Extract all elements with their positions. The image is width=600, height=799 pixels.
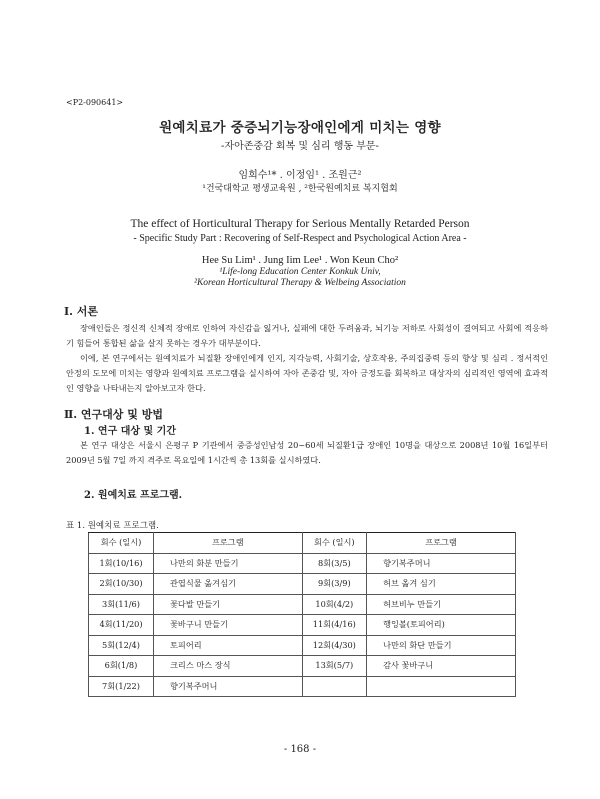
program-cell: 향기복주머니 (367, 553, 516, 574)
subsection-heading-program: 2. 원예치료 프로그램. (84, 490, 183, 501)
program-cell: 향기복주머니 (154, 676, 303, 697)
affiliation-english-2: ²Korean Horticultural Therapy & Welbeing Association (194, 278, 406, 288)
program-cell: 나만의 화분 만들기 (154, 553, 303, 574)
program-cell (367, 676, 516, 697)
authors-korean: 임희수¹* . 이정임¹ . 조원근² (238, 170, 362, 181)
header-program-2: 프로그램 (367, 533, 516, 554)
page-number: - 168 - (283, 744, 317, 755)
session-cell: 5회(12/4) (89, 635, 154, 656)
header-program-1: 프로그램 (154, 533, 303, 554)
program-cell: 크리스 마스 장식 (154, 656, 303, 677)
program-cell: 꽃다발 만들기 (154, 594, 303, 615)
affiliation-korean: ¹건국대학교 평생교육원 , ²한국원예치료 복지협회 (202, 184, 398, 194)
paper-subtitle: -자아존중감 회복 및 심리 행동 부문- (221, 141, 379, 152)
intro-paragraph-2: 이에, 본 연구에서는 원예치료가 뇌질환 장애인에게 인지, 지각능력, 사회기술, 상호작용, 주의집중력 등의 향상 및 심리 . 정서적인 안정의 도모에 미치는 영향과 원예치료 프로그램을 실시하여 자아 존중감 및, 자아 긍정도를 회복하고 대상자의 심리적인 영역에 효과적인 영향을 나타내는지 알아보고자 한다. (66, 353, 548, 394)
session-cell (302, 676, 366, 697)
program-table (88, 532, 516, 697)
program-cell: 관엽식물 옮겨심기 (154, 574, 303, 595)
table-header-row (89, 533, 516, 554)
table-row (89, 594, 516, 615)
program-cell: 나만의 화단 만들기 (367, 635, 516, 656)
table-row (89, 656, 516, 677)
session-cell: 13회(5/7) (302, 656, 366, 677)
table-row (89, 615, 516, 636)
session-cell: 9회(3/9) (302, 574, 366, 595)
program-cell: 허브비누 만들기 (367, 594, 516, 615)
session-cell: 2회(10/30) (89, 574, 154, 595)
abstract-code: <P2-090641> (66, 98, 124, 107)
table-row (89, 574, 516, 595)
affiliation-english-1: ¹Life-long Education Center Konkuk Univ, (219, 267, 381, 277)
paper-subtitle-english: - Specific Study Part : Recovering of Self-Respect and Psychological Action Area - (133, 233, 467, 244)
table-row (89, 635, 516, 656)
table-row (89, 676, 516, 697)
header-session-1: 회수 (일시) (89, 533, 154, 554)
session-cell: 8회(3/5) (302, 553, 366, 574)
session-cell: 1회(10/16) (89, 553, 154, 574)
table-caption: 표 1. 원예치료 프로그램. (66, 521, 159, 531)
subsection-heading-subjects: 1. 연구 대상 및 기간 (84, 426, 176, 437)
session-cell: 4회(11/20) (89, 615, 154, 636)
session-cell: 6회(1/8) (89, 656, 154, 677)
intro-paragraph-1: 장애인들은 정신적 신체적 장애로 인하여 자신감을 잃거나, 실패에 대한 두려움과, 뇌기능 저하로 사회성이 결여되고 사회에 적응하기 힘들어 통합된 삶을 살지 못하는 경우가 대부분이다. (66, 323, 548, 349)
session-cell: 12회(4/30) (302, 635, 366, 656)
session-cell: 10회(4/2) (302, 594, 366, 615)
subjects-paragraph: 본 연구 대상은 서울시 은평구 P 기관에서 중증성인남성 20~60세 뇌질환1급 장애인 10명을 대상으로 2008년 10월 16일부터 2009년 5월 7일 까지 격주로 목요일에 1시간씩 총 13회를 실시하였다. (66, 440, 548, 466)
header-session-2: 회수 (일시) (302, 533, 366, 554)
session-cell: 3회(11/6) (89, 594, 154, 615)
program-cell: 토피어리 (154, 635, 303, 656)
session-cell: 7회(1/22) (89, 676, 154, 697)
program-cell: 꽃바구니 만들기 (154, 615, 303, 636)
program-cell: 허브 옮겨 심기 (367, 574, 516, 595)
authors-english: Hee Su Lim¹ . Jung Iim Lee¹ . Won Keun Cho² (201, 255, 399, 266)
session-cell: 11회(4/16) (302, 615, 366, 636)
program-cell: 행잉볼(토피어리) (367, 615, 516, 636)
table-row (89, 553, 516, 574)
section-heading-methods: Ⅱ. 연구대상 및 방법 (64, 408, 163, 421)
paper-title-english: The effect of Horticultural Therapy for Serious Mentally Retarded Person (130, 218, 470, 230)
paper-title: 원예치료가 중증뇌기능장애인에게 미치는 영향 (159, 120, 441, 136)
section-heading-intro: Ⅰ. 서론 (64, 305, 99, 318)
program-cell: 감사 꽃바구니 (367, 656, 516, 677)
